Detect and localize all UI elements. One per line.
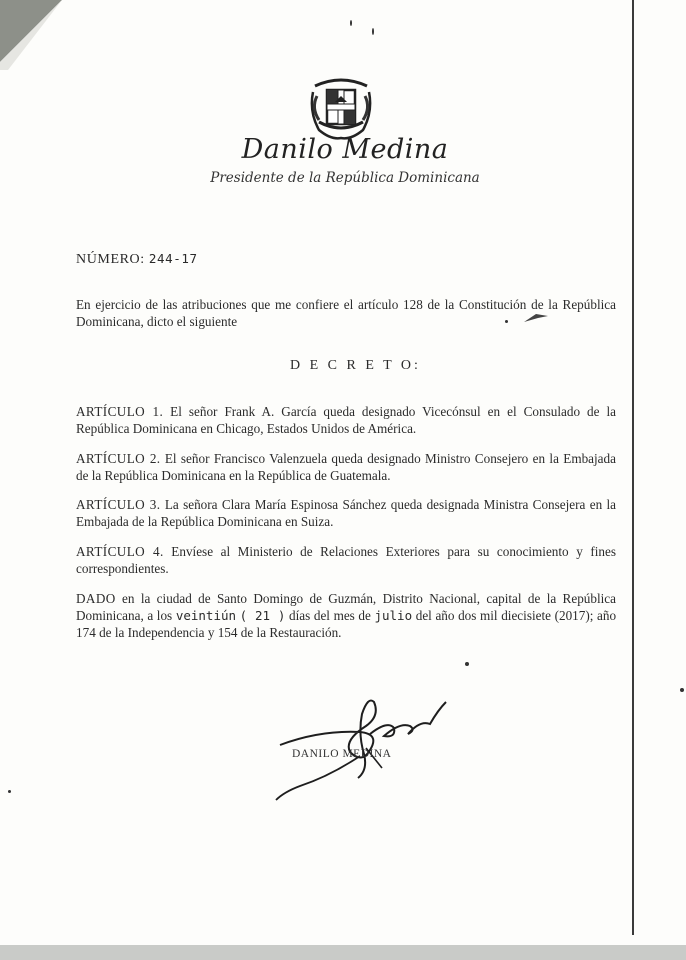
scan-speck xyxy=(8,790,11,793)
letterhead-title: Presidente de la República Dominicana xyxy=(210,170,480,186)
scan-bottom-band xyxy=(0,945,686,960)
page-corner-fold xyxy=(0,0,70,70)
page-edge-line xyxy=(632,0,634,935)
article-text: Envíese al Ministerio de Relaciones Exteriores para su conocimiento y fines correspondientes. xyxy=(76,544,616,576)
decree-number xyxy=(76,251,198,268)
scan-speck xyxy=(465,662,469,666)
month-name: julio xyxy=(374,608,413,623)
scan-speck xyxy=(350,20,352,26)
dado-text-2: días del mes de xyxy=(289,608,371,623)
scan-speck xyxy=(372,28,374,35)
article-2 xyxy=(76,450,616,484)
article-label: ARTÍCULO 4. xyxy=(76,544,164,559)
dado-label: DADO xyxy=(76,591,116,606)
article-3 xyxy=(76,496,616,530)
article-4 xyxy=(76,543,616,577)
article-text: El señor Francisco Valenzuela queda designado Ministro Consejero en la Embajada de la República Dominicana en la República de Guatemala. xyxy=(76,451,616,483)
article-text: El señor Frank A. García queda designado Vicecónsul en el Consulado de la República Dominicana en Chicago, Estados Unidos de América. xyxy=(76,404,616,436)
article-1 xyxy=(76,403,616,437)
day-number: ( 21 ) xyxy=(239,608,286,623)
coat-of-arms-seal-icon xyxy=(305,72,377,142)
day-words: veintiún xyxy=(175,608,237,623)
scan-speck xyxy=(680,688,684,692)
decree-number-label: NÚMERO: xyxy=(76,252,145,267)
decree-number-value: 244-17 xyxy=(148,251,198,266)
dado-text-1: en la ciudad de Santo Domingo de Guzmán, Distrito Nacional, capital de la República Dominicana, a los xyxy=(76,591,617,623)
letterhead-name: Danilo Medina xyxy=(241,134,449,165)
article-label: ARTÍCULO 1. xyxy=(76,404,164,419)
dado-text-3: del año dos mil diecisiete (2017); año 174 de la Independencia y 154 de la Restauración. xyxy=(76,608,617,640)
signatory-name: DANILO MEDINA xyxy=(292,748,392,760)
article-text: La señora Clara María Espinosa Sánchez queda designada Ministra Consejera en la Embajada de la República Dominicana en Suiza. xyxy=(76,497,617,529)
article-label: ARTÍCULO 3. xyxy=(76,497,161,512)
dado-paragraph xyxy=(76,590,616,641)
article-label: ARTÍCULO 2. xyxy=(76,451,161,466)
intro-paragraph: En ejercicio de las atribuciones que me confiere el artículo 128 de la Constitución de la República Dominicana, dicto el siguiente xyxy=(76,297,616,329)
decree-heading: D E C R E T O: xyxy=(290,358,421,373)
